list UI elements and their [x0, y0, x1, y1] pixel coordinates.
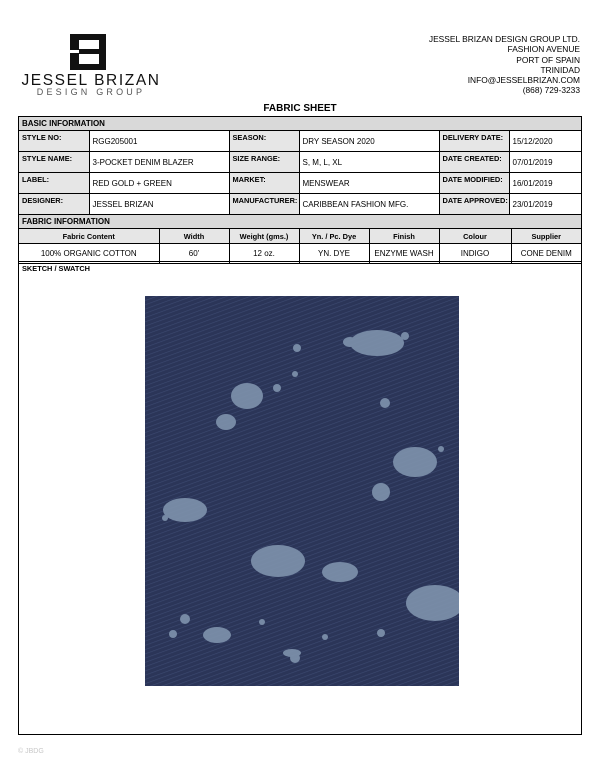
basic-information-heading: BASIC INFORMATION	[19, 117, 581, 131]
logo-name: JESSEL BRIZAN	[21, 72, 161, 89]
field-value: 16/01/2019	[509, 173, 581, 194]
company-email[interactable]: INFO@JESSELBRIZAN.COM	[467, 75, 580, 86]
table-row	[19, 173, 581, 194]
field-label: STYLE NAME:	[19, 152, 89, 173]
sketch-swatch-label: SKETCH / SWATCH	[22, 264, 91, 273]
field-value: JESSEL BRIZAN	[89, 194, 229, 215]
table-row	[19, 152, 581, 173]
table-cell: 100% ORGANIC COTTON	[19, 244, 159, 264]
field-value: 23/01/2019	[509, 194, 581, 215]
column-header: Weight (gms.)	[229, 229, 299, 244]
table-cell: CONE DENIM	[511, 244, 581, 264]
field-label: MANUFACTURER:	[229, 194, 299, 215]
field-label: STYLE NO:	[19, 131, 89, 152]
field-value: 3-POCKET DENIM BLAZER	[89, 152, 229, 173]
basic-information-section	[18, 116, 582, 215]
field-label: DATE MODIFIED:	[439, 173, 509, 194]
sketch-swatch-section	[18, 261, 582, 735]
company-line: FASHION AVENUE	[507, 44, 580, 55]
field-label: LABEL:	[19, 173, 89, 194]
field-label: DELIVERY DATE:	[439, 131, 509, 152]
page-title: FABRIC SHEET	[263, 103, 337, 114]
fabric-information-section	[18, 214, 582, 264]
field-value: 07/01/2019	[509, 152, 581, 173]
company-address	[429, 34, 580, 96]
column-header: Yn. / Pc. Dye	[299, 229, 369, 244]
company-line: PORT OF SPAIN	[516, 54, 580, 65]
field-value: 15/12/2020	[509, 131, 581, 152]
field-value: CARIBBEAN FASHION MFG.	[299, 194, 439, 215]
column-header: Fabric Content	[19, 229, 159, 244]
table-row	[19, 131, 581, 152]
logo-monogram-icon	[70, 34, 106, 70]
table-cell: 12 oz.	[229, 244, 299, 264]
copyright-text: © JBDG	[18, 748, 44, 755]
logo-subtitle: DESIGN GROUP	[36, 87, 146, 97]
column-header: Colour	[439, 229, 511, 244]
field-value: RED GOLD + GREEN	[89, 173, 229, 194]
field-value: RGG205001	[89, 131, 229, 152]
table-header-row	[19, 229, 581, 244]
field-value: DRY SEASON 2020	[299, 131, 439, 152]
table-cell: ENZYME WASH	[369, 244, 439, 264]
field-value: MENSWEAR	[299, 173, 439, 194]
table-cell: INDIGO	[439, 244, 511, 264]
field-label: DATE CREATED:	[439, 152, 509, 173]
table-row	[19, 194, 581, 215]
field-label: SIZE RANGE:	[229, 152, 299, 173]
company-line: TRINIDAD	[540, 64, 580, 75]
table-cell: YN. DYE	[299, 244, 369, 264]
column-header: Supplier	[511, 229, 581, 244]
denim-swatch-image	[145, 296, 459, 686]
field-label: SEASON:	[229, 131, 299, 152]
fabric-information-table	[19, 229, 581, 263]
table-cell: 60'	[159, 244, 229, 264]
field-label: DESIGNER:	[19, 194, 89, 215]
column-header: Finish	[369, 229, 439, 244]
field-label: MARKET:	[229, 173, 299, 194]
field-value: S, M, L, XL	[299, 152, 439, 173]
column-header: Width	[159, 229, 229, 244]
company-line: JESSEL BRIZAN DESIGN GROUP LTD.	[428, 34, 580, 44]
company-phone: (868) 729-3233	[522, 85, 580, 96]
fabric-information-heading: FABRIC INFORMATION	[19, 215, 581, 229]
basic-information-table	[19, 131, 581, 214]
field-label: DATE APPROVED:	[439, 194, 509, 215]
